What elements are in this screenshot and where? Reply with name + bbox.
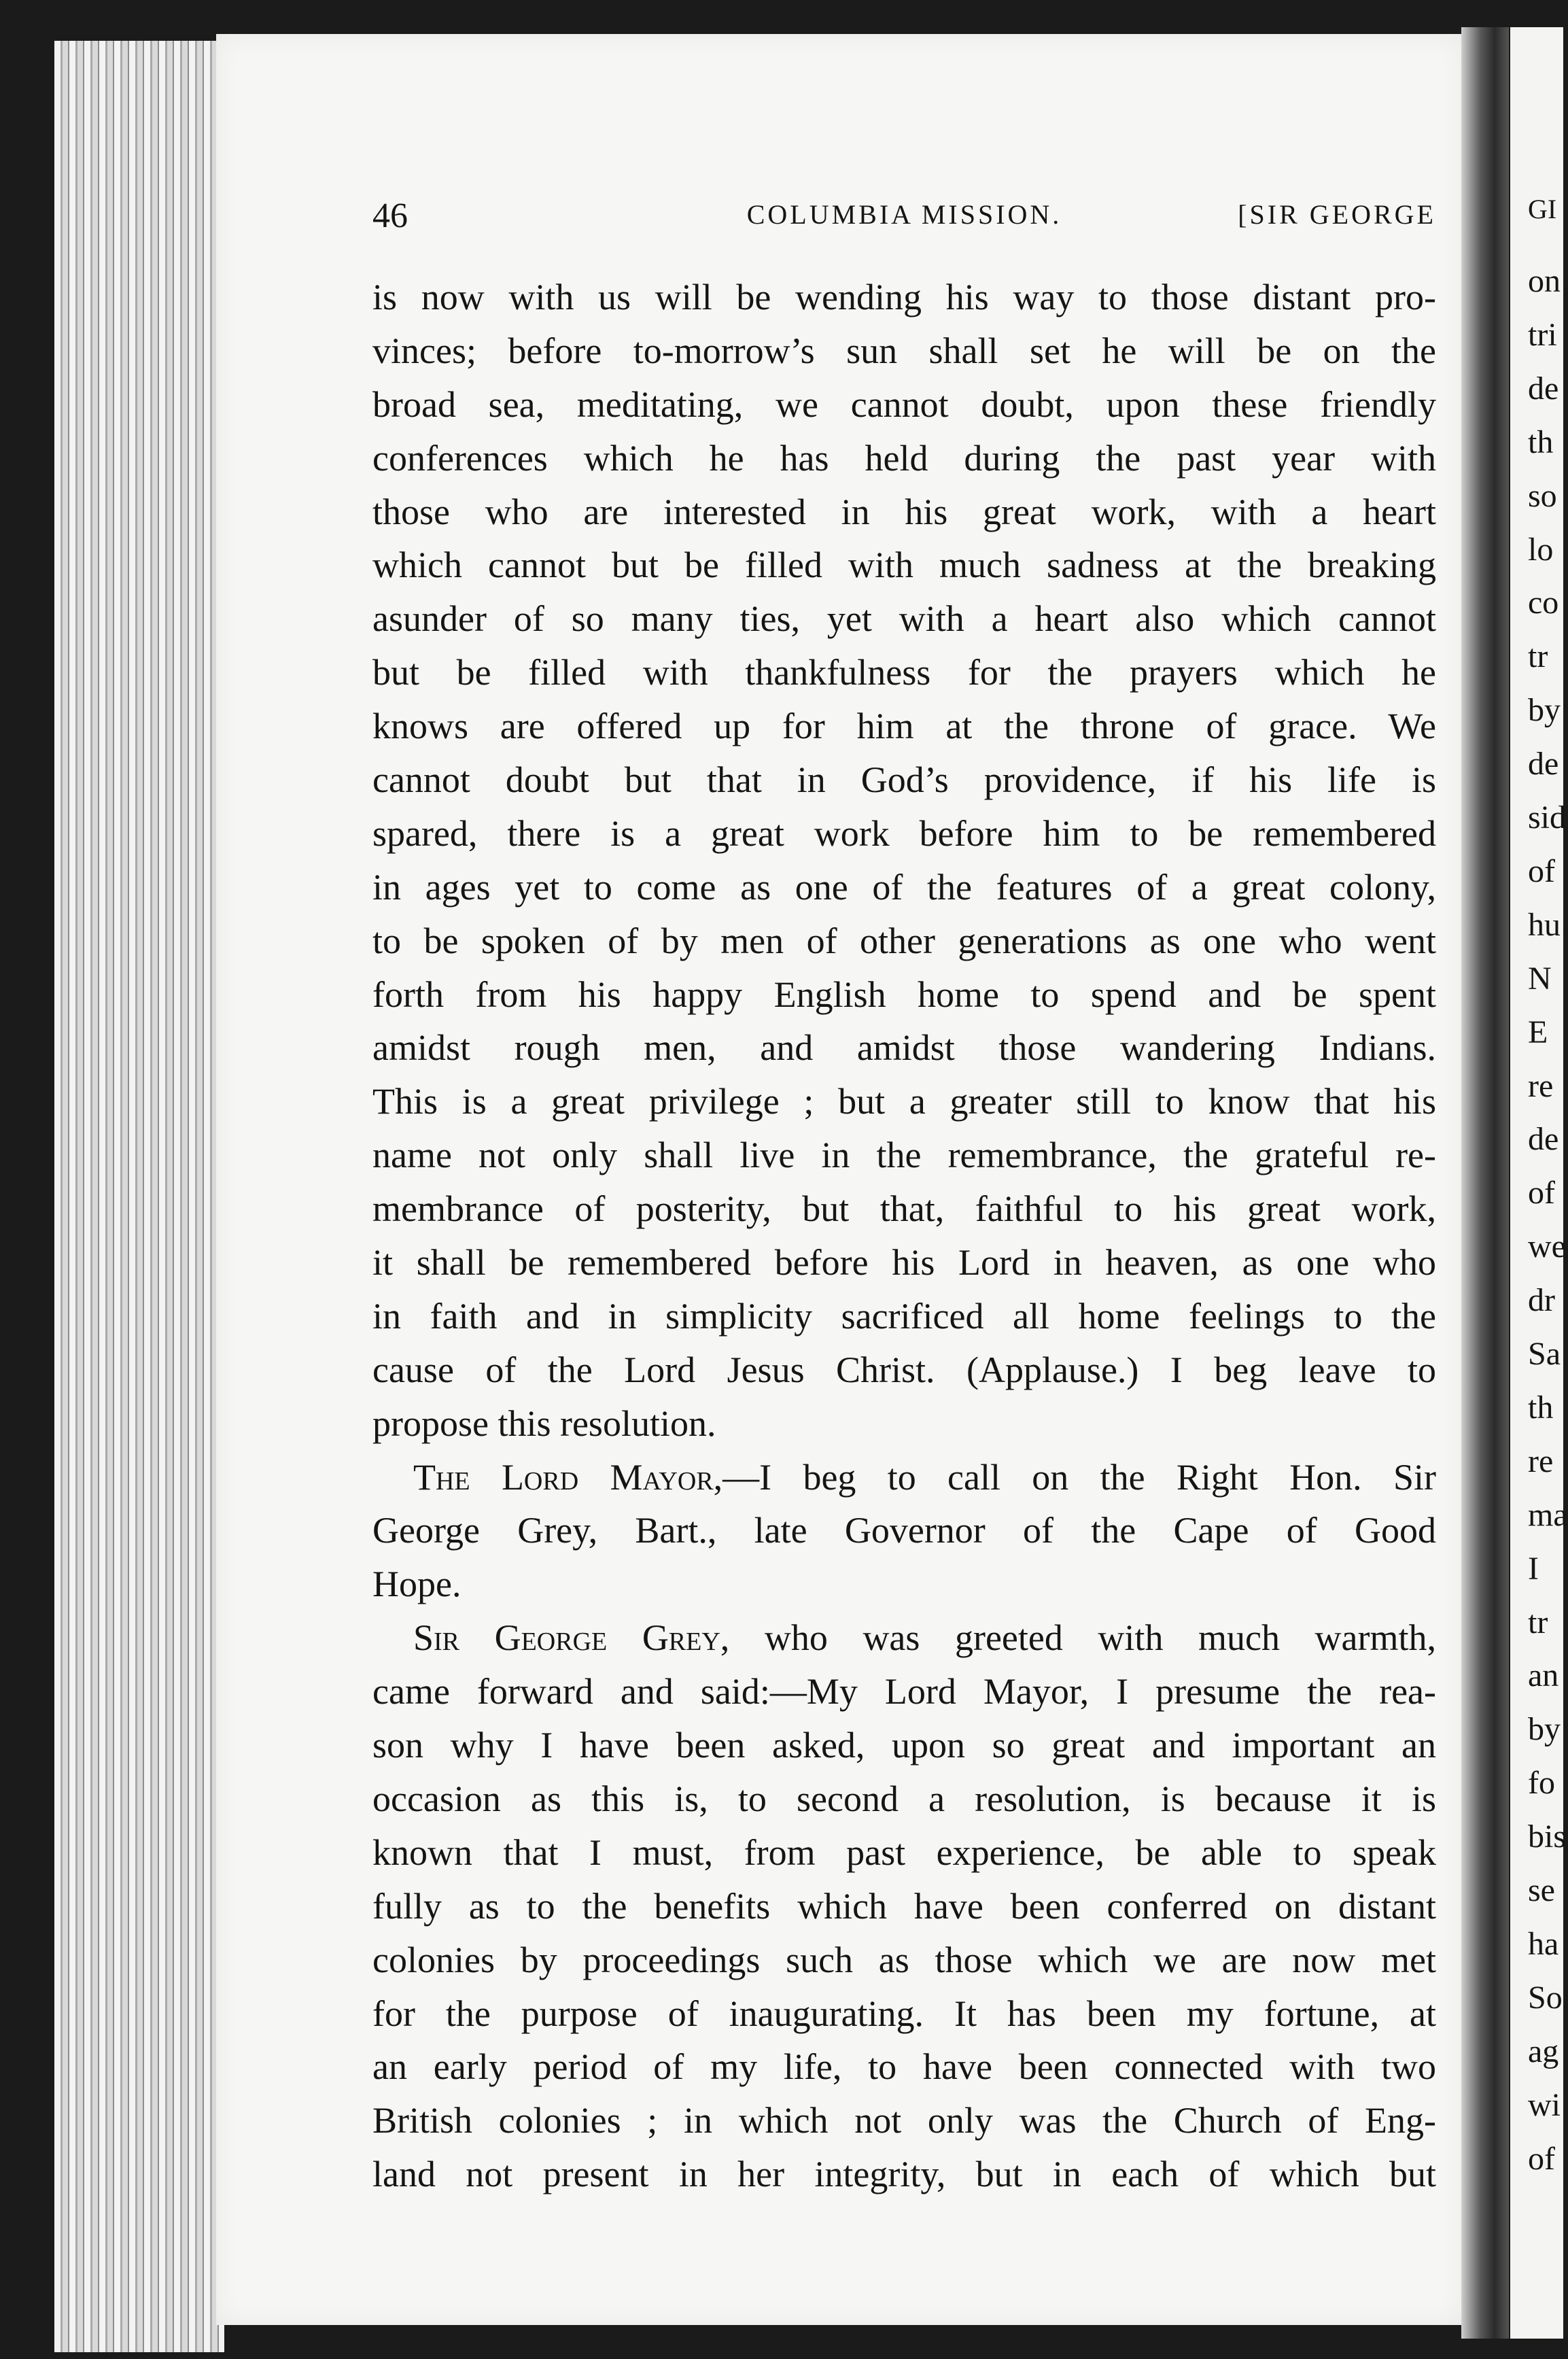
text-line: known that I must, from past experience, be able to speak: [372, 1831, 1436, 1873]
next-page-word: de: [1528, 370, 1559, 407]
text-line: land not present in her integrity, but in each of which but: [372, 2154, 1436, 2195]
text-line: in faith and in simplicity sacrificed all home feelings to the: [372, 1295, 1436, 1337]
text-line: which cannot but be filled with much sadness at the breaking: [372, 545, 1436, 586]
text-line: for the purpose of inaugurating. It has been my fortune, at: [372, 1993, 1436, 2034]
text-line: cannot doubt but that in God’s providence, if his life is: [372, 759, 1436, 801]
next-page-word: by: [1528, 1711, 1561, 1748]
text-line: cause of the Lord Jesus Christ. (Applause.) I beg leave to: [372, 1349, 1436, 1390]
next-page-word: N: [1528, 960, 1552, 997]
page-number: 46: [372, 196, 408, 235]
running-head: [372, 196, 1436, 241]
next-page-fragment: [1510, 27, 1568, 2339]
next-page-word: an: [1528, 1657, 1559, 1694]
text-line: spared, there is a great work before him to be remembered: [372, 812, 1436, 854]
text-line: [372, 1451, 1436, 1504]
text-line: occasion as this is, to second a resolution, is because it is: [372, 1778, 1436, 1819]
next-page-word: de: [1528, 746, 1559, 782]
book-gutter: [1461, 27, 1509, 2339]
next-page-word: th: [1528, 1389, 1554, 1426]
text-line: membrance of posterity, but that, faithful to his great work,: [372, 1188, 1436, 1230]
text-line: [372, 1611, 1436, 1665]
text-line: those who are interested in his great work, with a heart: [372, 491, 1436, 532]
text-line: knows are offered up for him at the throne of grace. We: [372, 706, 1436, 747]
text-line: to be spoken of by men of other generations as one who went: [372, 920, 1436, 961]
next-page-word: se: [1528, 1872, 1555, 1908]
next-page-word: of: [1528, 2140, 1555, 2177]
text-line: George Grey, Bart., late Governor of the Cape of Good: [372, 1510, 1436, 1551]
text-line: is now with us will be wending his way to those distant pro-: [372, 277, 1436, 317]
next-page-word: I: [1528, 1550, 1539, 1587]
next-page-word: re: [1528, 1443, 1554, 1479]
next-page-word: tr: [1528, 638, 1548, 675]
text-line: but be filled with thankfulness for the prayers which he: [372, 652, 1436, 693]
running-title: COLUMBIA MISSION.: [746, 199, 1062, 230]
next-page-word: Sa: [1528, 1336, 1561, 1372]
next-page-word: bis: [1528, 1819, 1567, 1855]
next-page-word: So: [1528, 1979, 1563, 2016]
text-line: colonies by proceedings such as those which we are now met: [372, 1939, 1436, 1980]
text-line: conferences which he has held during the past year with: [372, 437, 1436, 479]
next-page-word: dr: [1528, 1282, 1555, 1319]
speaker-name: Sir George Grey,: [413, 1617, 730, 1659]
text-line: an early period of my life, to have been connected with two: [372, 2046, 1436, 2088]
running-section: [SIR GEORGE: [1238, 199, 1436, 230]
next-page-word: GI: [1528, 194, 1557, 224]
next-page-word: co: [1528, 585, 1559, 621]
next-page-word: of: [1528, 853, 1555, 889]
next-page-word: we: [1528, 1228, 1566, 1265]
page-edges: [54, 41, 224, 2352]
next-page-word: wi: [1528, 2086, 1561, 2123]
next-page-word: so: [1528, 477, 1557, 514]
speaker-name: The Lord Mayor,: [413, 1456, 723, 1498]
next-page-word: by: [1528, 692, 1561, 729]
text-line: propose this resolution.: [372, 1402, 716, 1444]
text-line: Hope.: [372, 1564, 461, 1605]
text-line: fully as to the benefits which have been conferred on distant: [372, 1885, 1436, 1927]
body-text: [372, 271, 1436, 2201]
text-line: forth from his happy English home to spend and be spent: [372, 974, 1436, 1015]
next-page-word: on: [1528, 263, 1561, 299]
text-line: British colonies ; in which not only was the Church of Eng-: [372, 2100, 1436, 2141]
next-page-word: tr: [1528, 1604, 1548, 1640]
next-page-word: tri: [1528, 316, 1557, 353]
text-line: came forward and said:—My Lord Mayor, I presume the rea-: [372, 1671, 1436, 1712]
text-run: who was greeted with much warmth,: [729, 1617, 1436, 1659]
next-page-word: lo: [1528, 531, 1554, 568]
text-line: in ages yet to come as one of the features of a great colony,: [372, 866, 1436, 908]
next-page-word: re: [1528, 1067, 1554, 1104]
next-page-word: ag: [1528, 2033, 1559, 2069]
next-page-word: de: [1528, 1121, 1559, 1158]
text-line: son why I have been asked, upon so great and important an: [372, 1725, 1436, 1766]
next-page-word: hu: [1528, 906, 1561, 943]
next-page-word: fo: [1528, 1765, 1555, 1802]
text-line: broad sea, meditating, we cannot doubt, upon these friendly: [372, 383, 1436, 425]
text-line: vinces; before to-morrow’s sun shall set he will be on the: [372, 330, 1436, 371]
text-run: —I beg to call on the Right Hon. Sir: [722, 1456, 1437, 1498]
next-page-word: th: [1528, 424, 1554, 460]
text-line: name not only shall live in the remembrance, the grateful re-: [372, 1135, 1436, 1176]
next-page-word: ha: [1528, 1925, 1559, 1962]
next-page-word: ma: [1528, 1496, 1568, 1533]
text-line: it shall be remembered before his Lord in heaven, as one who: [372, 1242, 1436, 1284]
text-line: This is a great privilege ; but a greater still to know that his: [372, 1081, 1436, 1122]
text-line: asunder of so many ties, yet with a heart also which cannot: [372, 598, 1436, 640]
next-page-word: E: [1528, 1014, 1548, 1050]
next-page-word: of: [1528, 1175, 1555, 1211]
text-line: amidst rough men, and amidst those wandering Indians.: [372, 1027, 1436, 1069]
next-page-word: sid: [1528, 799, 1567, 836]
